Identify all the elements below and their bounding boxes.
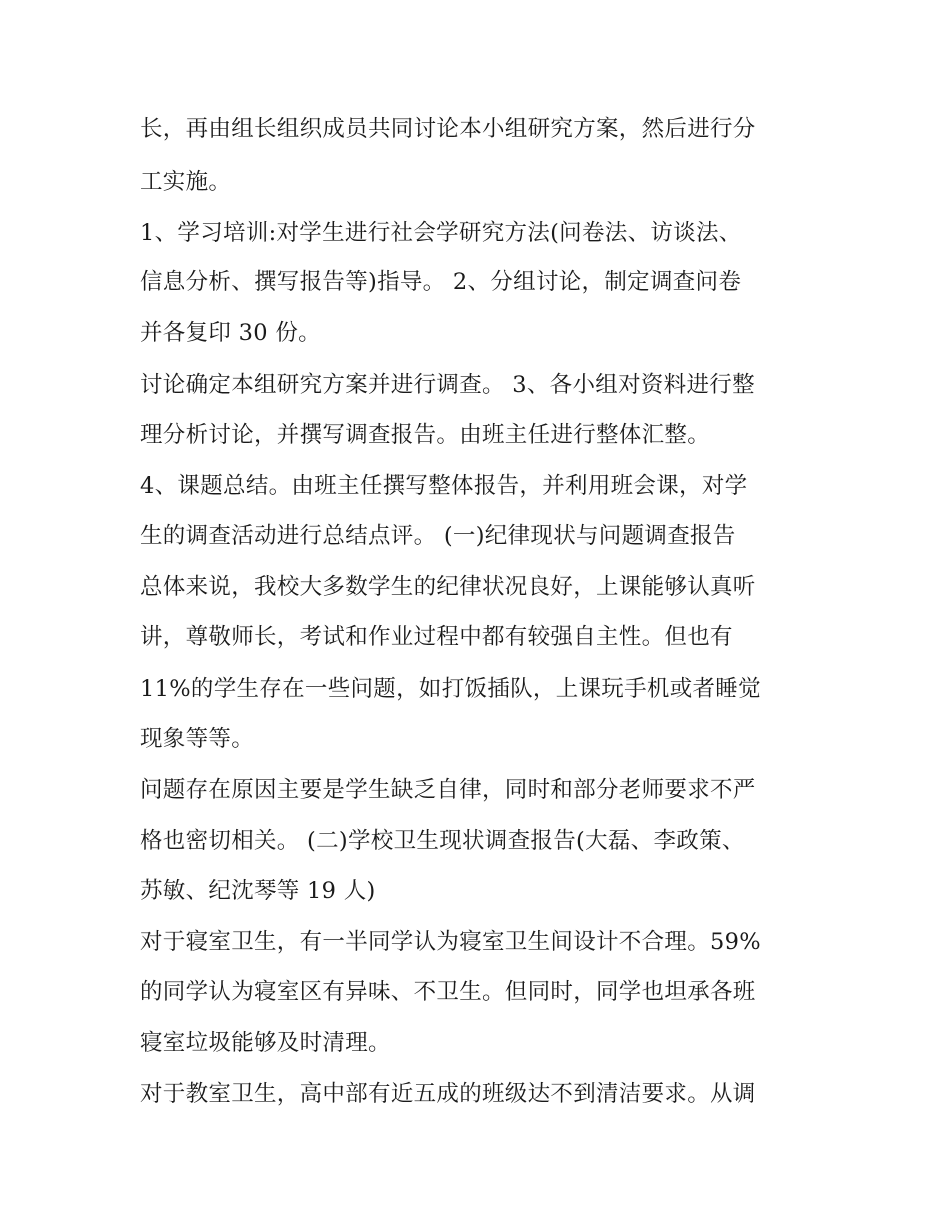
text-line: 总体来说，我校大多数学生的纪律状况良好，上课能够认真听	[140, 574, 756, 600]
text-line: 问题存在原因主要是学生缺乏自律，同时和部分老师要求不严	[140, 777, 756, 803]
text-line: 生的调查活动进行总结点评。 (一)纪律现状与问题调查报告	[140, 523, 736, 549]
text-line: 的同学认为寝室区有异味、不卫生。但同时，同学也坦承各班	[140, 979, 756, 1005]
text-line: 对于寝室卫生，有一半同学认为寝室卫生间设计不合理。59%	[140, 929, 761, 955]
text-line: 寝室垃圾能够及时清理。	[140, 1030, 391, 1056]
text-line: 理分析讨论，并撰写调查报告。由班主任进行整体汇整。	[140, 422, 711, 448]
text-line: 现象等等。	[140, 726, 255, 752]
text-line: 信息分析、撰写报告等)指导。 2、分组讨论，制定调查问卷	[140, 269, 742, 295]
text-line: 11%的学生存在一些问题，如打饭插队，上课玩手机或者睡觉	[140, 676, 761, 702]
text-line: 苏敏、纪沈琴等 19 人)	[140, 878, 376, 904]
text-line: 讨论确定本组研究方案并进行调查。 3、各小组对资料进行整	[140, 372, 755, 398]
text-line: 4、课题总结。由班主任撰写整体报告，并利用班会课，对学	[140, 473, 748, 499]
text-line: 并各复印 30 份。	[140, 320, 321, 346]
text-line: 工实施。	[140, 169, 232, 195]
text-line: 1、学习培训:对学生进行社会学研究方法(问卷法、访谈法、	[140, 220, 742, 246]
text-line: 对于教室卫生，高中部有近五成的班级达不到清洁要求。从调	[140, 1081, 756, 1107]
text-line: 长，再由组长组织成员共同讨论本小组研究方案，然后进行分	[140, 116, 756, 142]
text-line: 格也密切相关。 (二)学校卫生现状调查报告(大磊、李政策、	[140, 828, 745, 854]
text-line: 讲，尊敬师长，考试和作业过程中都有较强自主性。但也有	[140, 624, 733, 650]
